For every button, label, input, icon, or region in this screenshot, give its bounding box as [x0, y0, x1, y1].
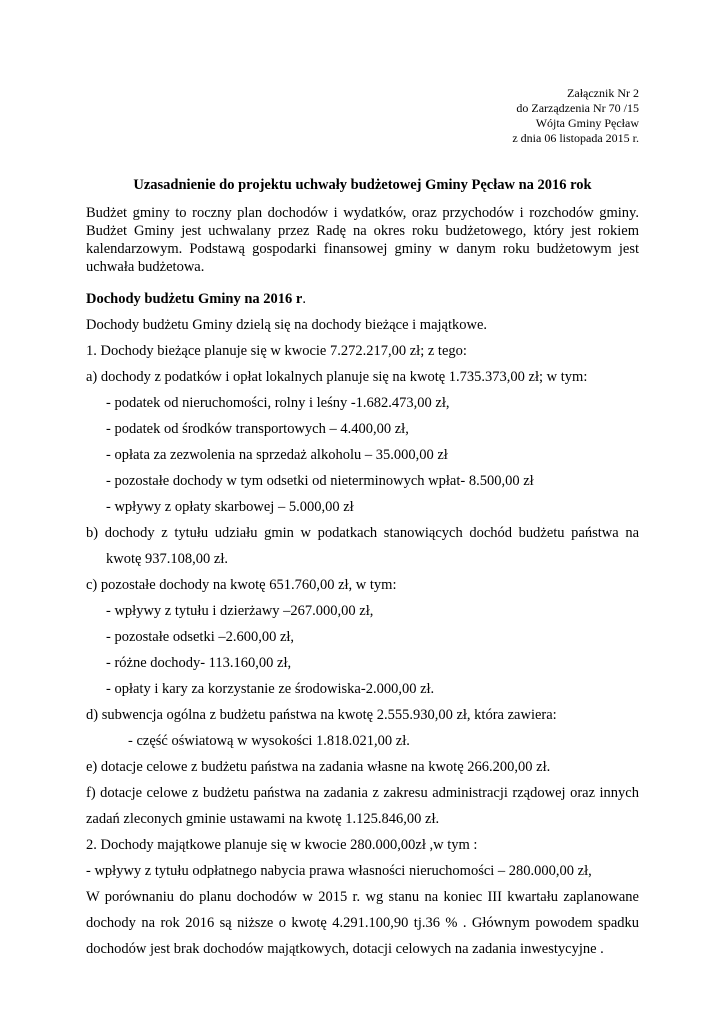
- line-d: d) subwencja ogólna z budżetu państwa na kwotę 2.555.930,00 zł, która zawiera:: [86, 707, 557, 723]
- line-current-income: 1. Dochody bieżące planuje się w kwocie 7.272.217,00 zł; z tego:: [86, 343, 467, 359]
- line-d-1: - część oświatową w wysokości 1.818.021,00 zł.: [128, 733, 410, 749]
- comparison-line-3: dochodów jest brak dochodów majątkowych, dotacji celowych na zadania inwestycyjne .: [86, 941, 604, 957]
- line-a-3: - opłata za zezwolenia na sprzedaż alkoholu – 35.000,00 zł: [106, 447, 448, 463]
- line-a: a) dochody z podatków i opłat lokalnych planuje się na kwotę 1.735.373,00 zł; w tym:: [86, 369, 588, 385]
- line-b-2: kwotę 937.108,00 zł.: [106, 551, 229, 567]
- line-b-1: b) dochody z tytułu udziału gmin w podatkach stanowiących dochód budżetu państwa na: [86, 525, 639, 541]
- line-a-5: - wpływy z opłaty skarbowej – 5.000,00 zł: [106, 499, 354, 515]
- line-c-2: - pozostałe odsetki –2.600,00 zł,: [106, 629, 295, 645]
- section-heading: [86, 290, 306, 308]
- line-a-2: - podatek od środków transportowych – 4.400,00 zł,: [106, 421, 409, 437]
- section-heading-text: Dochody budżetu Gminy na 2016 r: [86, 291, 303, 307]
- line-c-3: - różne dochody- 113.160,00 zł,: [106, 655, 292, 671]
- line-c: c) pozostałe dochody na kwotę 651.760,00 zł, w tym:: [86, 577, 397, 593]
- comparison-line-2: dochody na rok 2016 są niższe o kwotę 4.291.100,90 tj.36 % . Głównym powodem spadku: [86, 915, 639, 931]
- line-e: e) dotacje celowe z budżetu państwa na zadania własne na kwotę 266.200,00 zł.: [86, 759, 551, 775]
- attachment-header: [512, 86, 639, 146]
- section-heading-end: .: [302, 291, 306, 307]
- line-f-2: zadań zleconych gminie ustawami na kwotę 1.125.846,00 zł.: [86, 811, 440, 827]
- header-line-2: do Zarządzenia Nr 70 /15: [516, 101, 639, 115]
- section-lead: Dochody budżetu Gminy dzielą się na dochody bieżące i majątkowe.: [86, 317, 488, 333]
- header-line-1: Załącznik Nr 2: [567, 86, 639, 100]
- line-c-1: - wpływy z tytułu i dzierżawy –267.000,00 zł,: [106, 603, 374, 619]
- comparison-line-1: W porównaniu do planu dochodów w 2015 r. wg stanu na koniec III kwartału zaplanowane: [86, 889, 639, 905]
- line-c-4: - opłaty i kary za korzystanie ze środowiska-2.000,00 zł.: [106, 681, 435, 697]
- line-property-income: 2. Dochody majątkowe planuje się w kwocie 280.000,00zł ,w tym :: [86, 837, 478, 853]
- line-a-4: - pozostałe dochody w tym odsetki od nieterminowych wpłat- 8.500,00 zł: [106, 473, 534, 489]
- intro-paragraph: Budżet gminy to roczny plan dochodów i wydatków, oraz przychodów i rozchodów gminy. Budżet Gminy jest uchwalany przez Radę na okres roku budżetowego, który jest rokiem kalendarzowym. Podstawą gospodarki finansowej gminy w danym roku budżetowym jest uchwała budżetowa.: [86, 205, 639, 275]
- line-property-income-1: - wpływy z tytułu odpłatnego nabycia prawa własności nieruchomości – 280.000,00 zł,: [86, 863, 592, 879]
- line-f-1: f) dotacje celowe z budżetu państwa na zadania z zakresu administracji rządowej oraz innych: [86, 785, 639, 801]
- header-line-3: Wójta Gminy Pęcław: [535, 116, 639, 130]
- document-title: Uzasadnienie do projektu uchwały budżetowej Gminy Pęcław na 2016 rok: [133, 177, 592, 193]
- header-line-4: z dnia 06 listopada 2015 r.: [512, 131, 639, 145]
- line-a-1: - podatek od nieruchomości, rolny i leśny -1.682.473,00 zł,: [106, 395, 450, 411]
